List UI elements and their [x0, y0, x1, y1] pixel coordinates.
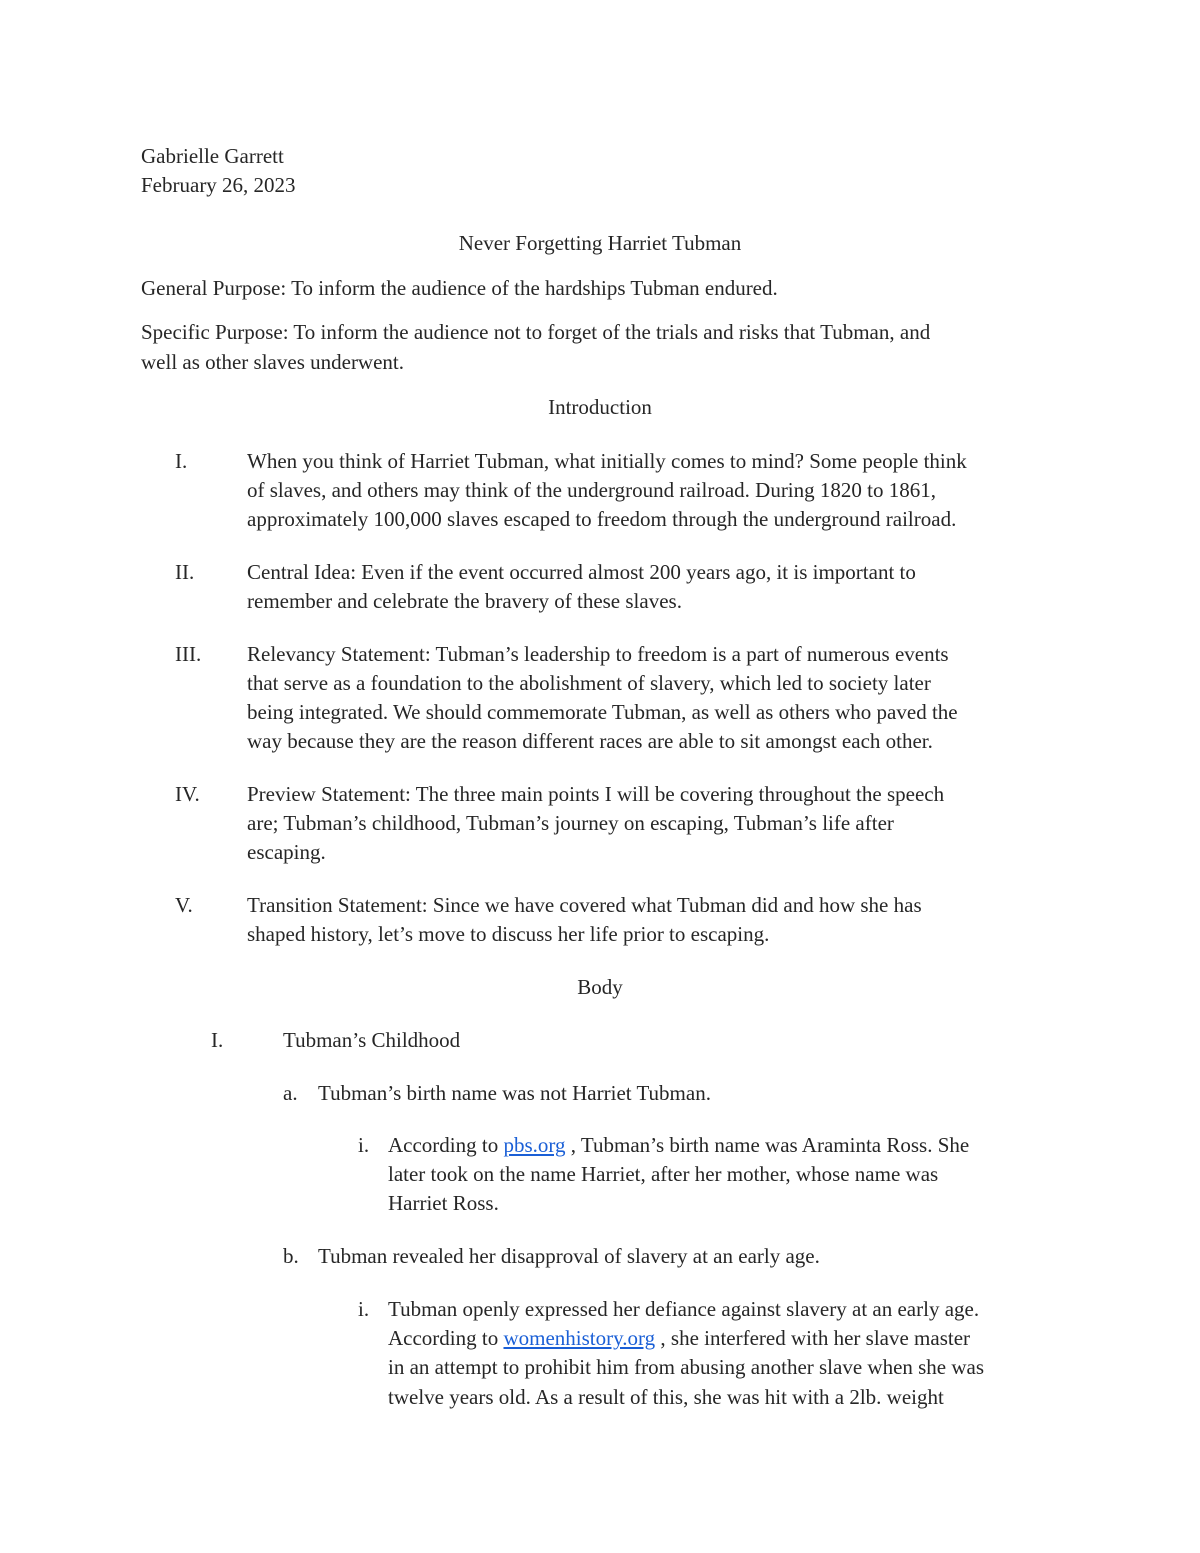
- body-numeral-1: I.: [211, 1028, 224, 1052]
- body-sub-b-i-numeral: i.: [358, 1297, 370, 1321]
- intro-item-3-line-3: being integrated. We should commemorate Tubman, as well as others who paved the: [247, 700, 958, 724]
- intro-item-1-line-2: of slaves, and others may think of the underground railroad. During 1820 to 1861,: [247, 478, 936, 502]
- intro-item-4-line-3: escaping.: [247, 840, 326, 864]
- body-sub-b-i-line-4: twelve years old. As a result of this, she was hit with a 2lb. weight: [388, 1385, 944, 1409]
- intro-item-1-line-1: When you think of Harriet Tubman, what initially comes to mind? Some people think: [247, 449, 967, 473]
- body-heading: Body: [577, 975, 623, 999]
- intro-item-3-line-2: that serve as a foundation to the abolishment of slavery, which led to society later: [247, 671, 931, 695]
- document-date: February 26, 2023: [141, 173, 296, 197]
- introduction-heading: Introduction: [548, 395, 652, 419]
- body-sub-b-i-prefix: According to: [388, 1326, 504, 1350]
- womenhistory-link[interactable]: womenhistory.org: [503, 1326, 656, 1350]
- body-sub-b-i-line-1: Tubman openly expressed her defiance against slavery at an early age.: [388, 1297, 980, 1321]
- author-name: Gabrielle Garrett: [141, 144, 284, 168]
- body-sub-b-i-suffix: , she interfered with her slave master: [655, 1326, 971, 1350]
- intro-item-5-line-1: Transition Statement: Since we have covered what Tubman did and how she has: [247, 893, 922, 917]
- body-sub-b-i-line-2: [388, 1324, 970, 1354]
- body-sub-a-i-line-2: later took on the name Harriet, after her mother, whose name was: [388, 1162, 939, 1186]
- body-sub-b-letter: b.: [283, 1244, 299, 1268]
- body-sub-a-i-line-1: [388, 1131, 969, 1161]
- body-sub-a-letter: a.: [283, 1081, 298, 1105]
- intro-numeral-3: III.: [175, 642, 202, 666]
- body-point-1-label: Tubman’s Childhood: [283, 1028, 461, 1052]
- specific-purpose-line-2: well as other slaves underwent.: [141, 350, 405, 374]
- pbs-link[interactable]: pbs.org: [503, 1133, 566, 1157]
- body-sub-a-i-prefix: According to: [388, 1133, 504, 1157]
- intro-item-1-line-3: approximately 100,000 slaves escaped to freedom through the underground railroad.: [247, 507, 957, 531]
- body-sub-a-i-line-3: Harriet Ross.: [388, 1191, 499, 1215]
- intro-item-3-line-4: way because they are the reason different races are able to sit amongst each other.: [247, 729, 933, 753]
- intro-item-5-line-2: shaped history, let’s move to discuss her life prior to escaping.: [247, 922, 770, 946]
- intro-numeral-2: II.: [175, 560, 195, 584]
- body-sub-b-text: Tubman revealed her disapproval of slavery at an early age.: [318, 1244, 820, 1268]
- intro-item-3-line-1: Relevancy Statement: Tubman’s leadership to freedom is a part of numerous events: [247, 642, 949, 666]
- specific-purpose-line-1: Specific Purpose: To inform the audience not to forget of the trials and risks that Tubman, and: [141, 320, 931, 344]
- intro-item-2-line-2: remember and celebrate the bravery of these slaves.: [247, 589, 682, 613]
- intro-numeral-5: V.: [175, 893, 193, 917]
- document-title: Never Forgetting Harriet Tubman: [458, 231, 742, 255]
- body-sub-a-i-suffix: , Tubman’s birth name was Araminta Ross. She: [565, 1133, 970, 1157]
- body-sub-a-i-numeral: i.: [358, 1133, 370, 1157]
- intro-item-4-line-1: Preview Statement: The three main points I will be covering throughout the speech: [247, 782, 945, 806]
- intro-item-4-line-2: are; Tubman’s childhood, Tubman’s journey on escaping, Tubman’s life after: [247, 811, 894, 835]
- body-sub-b-i-line-3: in an attempt to prohibit him from abusing another slave when she was: [388, 1355, 985, 1379]
- intro-item-2-line-1: Central Idea: Even if the event occurred almost 200 years ago, it is important to: [247, 560, 916, 584]
- body-sub-a-text: Tubman’s birth name was not Harriet Tubman.: [318, 1081, 711, 1105]
- general-purpose: General Purpose: To inform the audience of the hardships Tubman endured.: [141, 276, 778, 300]
- intro-numeral-4: IV.: [175, 782, 200, 806]
- intro-numeral-1: I.: [175, 449, 188, 473]
